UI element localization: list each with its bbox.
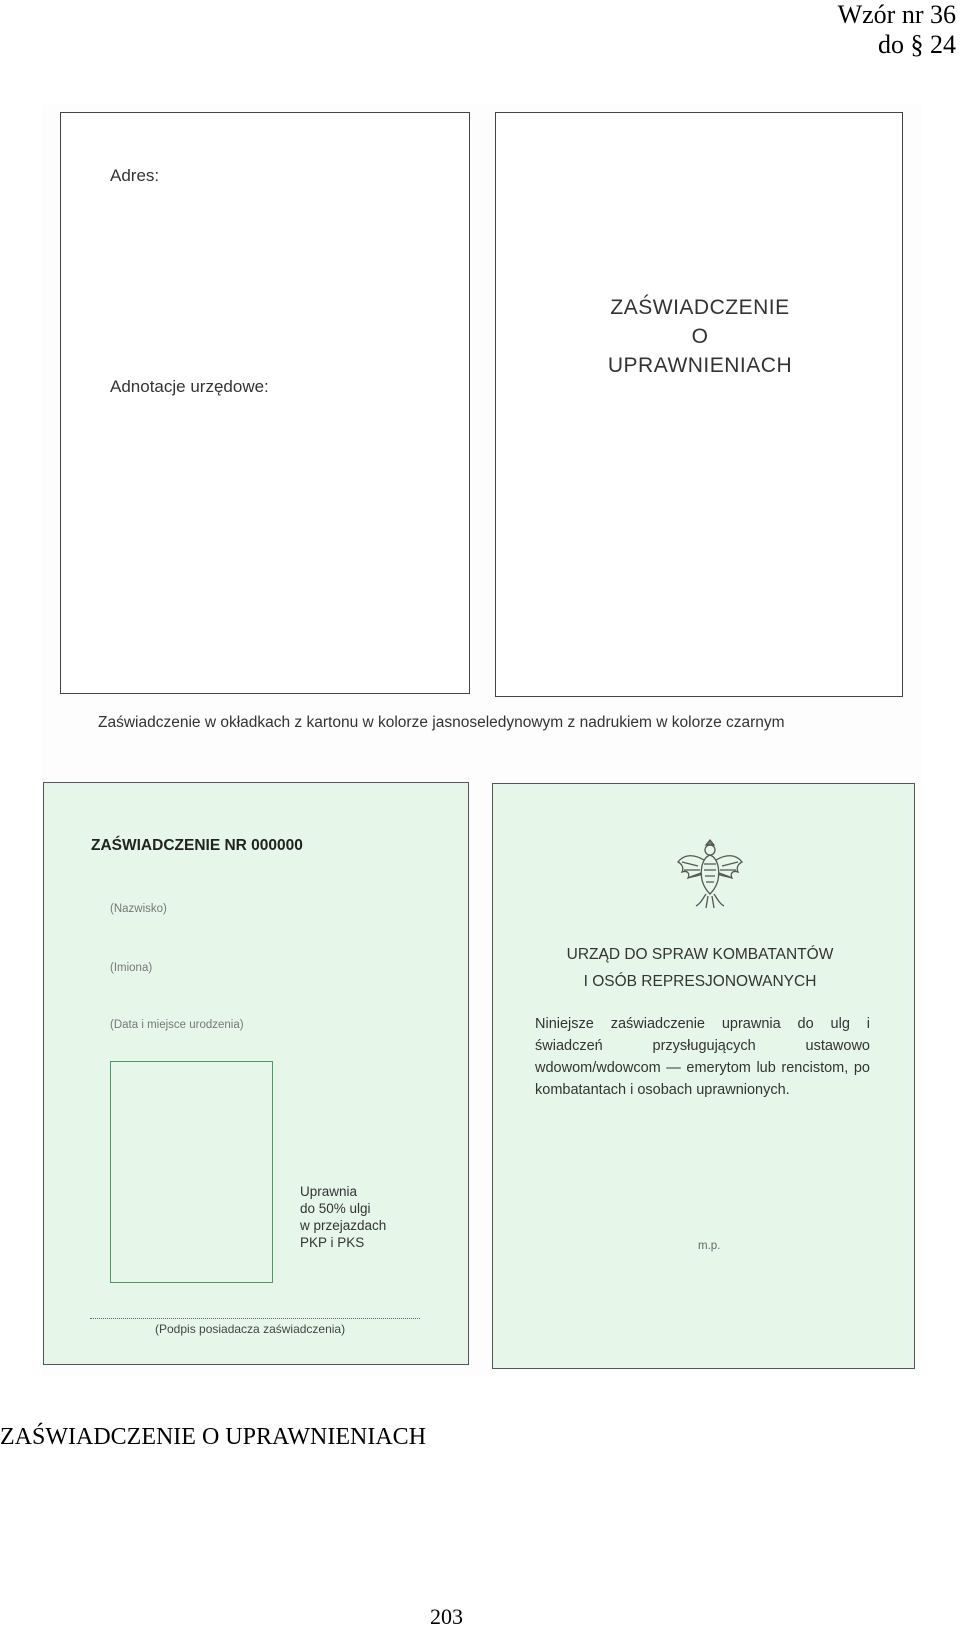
page-number: 203 [430, 1604, 463, 1629]
signature-dotted-line [90, 1318, 420, 1319]
office-name-line: I OSÓB REPRESJONOWANYCH [583, 973, 817, 990]
cover-title-line: UPRAWNIENIACH [607, 354, 793, 377]
discount-line: PKP i PKS [300, 1235, 365, 1250]
document-title: ZAŚWIADCZENIE O UPRAWNIENIACH [0, 1424, 427, 1450]
office-name-line: URZĄD DO SPRAW KOMBATANTÓW [566, 946, 834, 963]
cover-title [560, 293, 840, 380]
cover-description-note: Zaświadczenie w okładkach z kartonu w kolorze jasnoseledynowym z nadrukiem w kolorze czarnym [98, 714, 785, 731]
discount-line: Uprawnia [300, 1184, 358, 1199]
discount-line: w przejazdach [300, 1218, 387, 1233]
template-number: Wzór nr 36 [837, 0, 956, 29]
office-name [530, 941, 870, 995]
polish-eagle-emblem-icon [670, 832, 750, 912]
first-names-label: (Imiona) [110, 962, 153, 974]
official-annotations-label: Adnotacje urzędowe: [110, 377, 269, 396]
cover-front-panel [495, 112, 903, 697]
discount-line: do 50% ulgi [300, 1201, 371, 1216]
template-reference [838, 0, 956, 60]
travel-discount-text [300, 1183, 386, 1251]
signature-label: (Podpis posiadacza zaświadczenia) [155, 1322, 346, 1336]
certificate-number: ZAŚWIADCZENIE NR 000000 [91, 837, 303, 854]
cover-back-panel [60, 112, 470, 694]
birth-date-place-label: (Data i miejsce urodzenia) [110, 1019, 244, 1031]
cover-title-line: O [691, 325, 709, 348]
address-label: Adres: [110, 166, 160, 185]
paragraph-reference: do § 24 [878, 30, 956, 59]
official-stamp-label: m.p. [698, 1240, 721, 1252]
cover-title-line: ZAŚWIADCZENIE [610, 296, 790, 319]
certificate-body-text: Niniejsze zaświadczenie uprawnia do ulg i świadczeń przysługujących ustawowo wdowom/wdowcom — emerytom lub rencistom, po kombatantach i osobach uprawnionych. [535, 1016, 870, 1098]
surname-label: (Nazwisko) [110, 903, 167, 915]
photo-box [110, 1061, 273, 1283]
